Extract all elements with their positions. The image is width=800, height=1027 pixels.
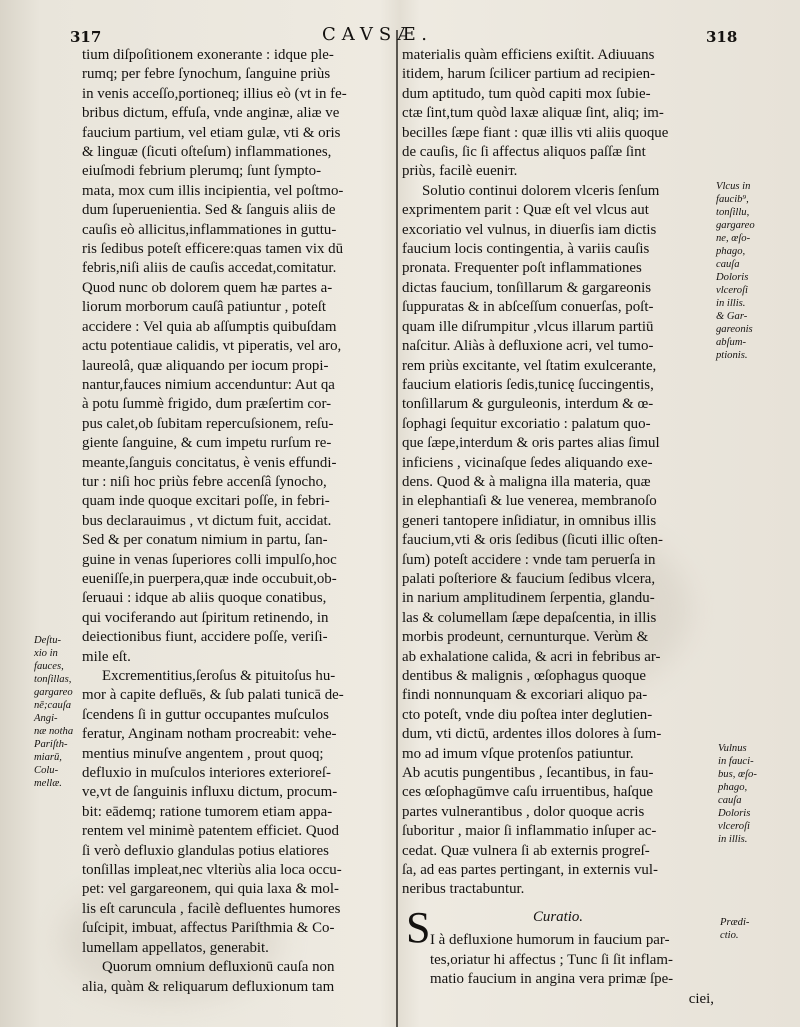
text-line: bribus dictum, effuſa, vnde anginæ, aliæ ve xyxy=(82,105,340,122)
text-line: rem priùs excitante, vel ſtatim exulcerante, xyxy=(402,357,657,374)
page-number-right: 318 xyxy=(706,28,738,46)
margin-note-line: tonſillas, xyxy=(34,674,72,685)
margin-note-line: phago, xyxy=(716,246,746,257)
margin-note-right-wound xyxy=(718,742,780,846)
text-line: dum aptitudo, tum quòd capiti mox ſubie- xyxy=(402,85,651,102)
text-line: liorum morborum cauſâ patiuntur , poteſt xyxy=(82,299,326,316)
margin-note-line: mellæ. xyxy=(34,778,62,789)
text-line: matio faucium in angina vera primæ ſpe- xyxy=(430,971,674,988)
text-line: faucium locis contingentia, à variis cauſis xyxy=(402,241,650,258)
text-line: in elephantiaſi & lue venerea, membranoſo xyxy=(402,493,657,510)
text-line: ſi verò defluxio glandulas potius elatiores xyxy=(82,842,329,859)
margin-note-line: Vulnus xyxy=(718,743,747,754)
margin-note-line: in fauci- xyxy=(718,756,754,767)
text-line: ab exhalatione calida, & acri in febribus ar- xyxy=(402,648,661,665)
text-line: faucium elatioris ſedis,tunicę ſuccingentis, xyxy=(402,376,654,393)
text-line: rentem vel minimè patentem efficiet. Quod xyxy=(82,823,339,840)
margin-note-line: ptionis. xyxy=(716,350,748,361)
margin-note-line: Pariſth- xyxy=(34,739,68,750)
text-line: alia, quàm & reliquarum defluxionum tam xyxy=(82,978,335,995)
margin-note-line: ne, œſo- xyxy=(716,233,751,244)
margin-note-line: in illis. xyxy=(718,834,748,845)
text-line: priùs, facilè eueniт. xyxy=(402,163,518,180)
text-line: de cauſis, ſic ſi affectus aliquos paſſæ ſint xyxy=(402,144,646,161)
margin-note-line: vlceroſi xyxy=(718,821,750,832)
right-text-column xyxy=(402,46,714,1009)
text-line: inficiens , vicinaſque ſedes aliquando exe- xyxy=(402,454,653,471)
margin-note-line: Doloris xyxy=(716,272,749,283)
margin-note-line: bus, œſo- xyxy=(718,769,757,780)
text-line: in narium amplitudinem ſerpentia, glandu- xyxy=(402,590,655,607)
text-line: guine in venas ſuperiores colli impulſo,hoc xyxy=(82,551,337,568)
text-line: accidere : Vel quia ab aſſumptis quibuſdam xyxy=(82,318,337,335)
margin-note-line: Angi- xyxy=(34,713,58,724)
text-line: tur : niſi hoc priùs febre accenſâ ſynocho, xyxy=(82,473,327,490)
text-line: Ab acutis pungentibus , ſecantibus, in fau- xyxy=(402,765,654,782)
text-line: partes vulnerantibus , dolor quoque acris xyxy=(402,803,645,820)
text-line: ſophagi ſequitur excoriatio : palatum quo- xyxy=(402,415,651,432)
text-line: dens. Quod & à maligna illa materia, quæ xyxy=(402,473,651,490)
text-line: giente ſanguine, & cum impetu rurſum re- xyxy=(82,435,332,452)
text-line: quam inde quoque excitari poſſe, in febri- xyxy=(82,493,330,510)
text-line: Sed & per conatum nimium in partu, ſan- xyxy=(82,532,328,549)
text-line: dum, vti dictū, ardentes illos dolores à ſum- xyxy=(402,726,662,743)
text-line: meante,ſanguis concitatus, è venis effundi- xyxy=(82,454,337,471)
text-line: pus calet,ob ſubitam repercuſsionem, reſu- xyxy=(82,415,334,432)
text-line: las & columellam ſæpe depaſcentia, in illis xyxy=(402,609,657,626)
margin-note-line: ctio. xyxy=(720,930,739,941)
text-line: pronata. Frequenter poſt inflammationes xyxy=(402,260,642,277)
text-line: Excrementitius,ſeroſus & pituitoſus hu- xyxy=(102,668,336,684)
text-line: lis eſt caruncula , facilè defluentes humores xyxy=(82,900,341,917)
text-line: cedat. Quæ vulnera ſi ab externis progreſ- xyxy=(402,842,650,859)
text-line: ces œſophagūmve caſu irruentibus, haſque xyxy=(402,784,653,801)
text-line: Solutio continui dolorem vlceris ſenſum xyxy=(422,182,660,199)
margin-note-left xyxy=(34,634,80,790)
text-line: mor à capite defluēs, & ſub palati tunicā de- xyxy=(82,687,344,704)
text-line: febris,niſi aliis de cauſis accedat,comitatur. xyxy=(82,260,337,277)
margin-note-line: Vlcus in xyxy=(716,181,751,192)
margin-note-right-prediction xyxy=(720,916,782,942)
text-line: tonſillas impleat,nec vlteriùs alia loca occu- xyxy=(82,862,342,879)
margin-note-line: Deſtu- xyxy=(34,635,62,646)
text-line: in venis acceſſo,portioneq; illius eò (vt in fe- xyxy=(82,85,347,102)
text-line: feratur, Anginam notham procreabit: vehe- xyxy=(82,726,337,743)
margin-note-line: gargareo xyxy=(34,687,73,698)
margin-note-line: gareonis xyxy=(716,324,753,335)
text-line: ſcendens ſi in guttur occupantes muſculos xyxy=(82,706,329,723)
text-line: ſa, ad eas partes pertingant, in externis vul- xyxy=(402,862,658,879)
text-line: findi nonnunquam & excoriari aliquo pa- xyxy=(402,687,648,704)
text-line: ciei, xyxy=(688,990,714,1007)
text-line: ſuboritur , maior ſi inflammatio inſuper ac- xyxy=(402,823,657,840)
text-line: tonſillarum & gurguleonis, interdum & œ- xyxy=(402,396,654,413)
text-line: Quod nunc ob dolorem quem hæ partes a- xyxy=(82,279,333,296)
text-line: lumellam appellatos, generabit. xyxy=(82,939,269,956)
margin-note-line: fauces, xyxy=(34,661,64,672)
text-line: nantur,fauces nimium accenduntur: Aut qa xyxy=(82,376,335,393)
text-line: excoriatio vel vulnus, in diuerſis iam dictis xyxy=(402,221,657,238)
margin-note-line: næ notha xyxy=(34,726,74,737)
left-text-column xyxy=(82,46,394,997)
text-line: cto poteſt, vnde diu poſtea inter deglutien- xyxy=(402,706,653,723)
text-line: ſum) poteſt accidere : vnde tam peruerſa in xyxy=(402,551,656,568)
text-line: & linguæ (ſicuti oſteſum) inflammationes, xyxy=(82,144,332,161)
margin-note-line: in illis. xyxy=(716,298,746,309)
text-line: mata, mox cum illis incipientia, vel poſtmo- xyxy=(82,182,344,199)
text-line: dum ſuperuenientia. Sed & ſanguis aliis de xyxy=(82,202,336,219)
text-line: materialis quàm efficiens exiſtit. Adiuuans xyxy=(402,47,655,63)
text-line: tes,oriatur hi affectus ; Tunc ſi ſit inflam- xyxy=(430,951,673,968)
text-line: I à defluxione humorum in faucium par- xyxy=(430,932,670,949)
margin-note-line: Colu- xyxy=(34,765,59,776)
margin-note-right-ulcer xyxy=(716,180,778,362)
text-line: itidem, harum ſcilicer partium ad recipien- xyxy=(402,66,656,83)
text-line: mentius minuſve angentem , prout quoq; xyxy=(82,745,324,762)
margin-note-line: nē;cauſa xyxy=(34,700,72,711)
text-line: naſcitur. Aliàs à defluxione acri, vel tumo- xyxy=(402,338,654,355)
text-line: quam ille diſrumpitur ,vlcus illarum partiū xyxy=(402,318,654,335)
text-line: faucium partium, vel etiam gulæ, vti & oris xyxy=(82,124,341,141)
text-line: pet: vel gargareonem, qui quia laxa & mol- xyxy=(82,881,339,898)
text-line: bit: eādemq; ratione tumorem etiam appa- xyxy=(82,803,333,820)
text-line: actu potentiaue calidis, vt piperatis, vel aro, xyxy=(82,338,342,355)
margin-note-line: Doloris xyxy=(718,808,751,819)
margin-note-line: xio in xyxy=(34,648,58,659)
margin-note-line: cauſa xyxy=(716,259,740,270)
text-line: faucium,vti & oris ſedibus (ſicuti illic oſten- xyxy=(402,532,663,549)
text-line: deiectionibus fiunt, accidere poſſe, veriſi- xyxy=(82,629,328,646)
drop-cap: S xyxy=(406,903,431,952)
text-line: à potu ſummè frigido, dum præſertim cor- xyxy=(82,396,332,413)
text-line: generi tantopere inſidiatur, in omnibus illis xyxy=(402,512,657,529)
text-line: tium diſpoſitionem exonerante : idque ple- xyxy=(82,47,334,63)
text-line: mile eſt. xyxy=(82,648,131,665)
margin-note-line: cauſa xyxy=(718,795,742,806)
text-line: eiuſmodi febrium plerumq; ſunt ſympto- xyxy=(82,163,322,180)
section-heading: Curatio. xyxy=(532,908,584,925)
running-title: CAVSÆ. xyxy=(322,24,433,45)
text-line: defluxio in muſculos interiores exterioreſ- xyxy=(82,765,331,782)
margin-note-line: gargareo xyxy=(716,220,755,231)
text-line: morbis prodeunt, cernunturque. Verùm & xyxy=(402,629,649,646)
text-line: becilles ſæpe fiant : quæ illis vti aliis quoque xyxy=(402,124,669,141)
text-line: exprimentem parit : Quæ eſt vel vlcus aut xyxy=(402,202,649,219)
text-line: rumq; per febre ſynochum, ſanguine priùs xyxy=(82,66,331,83)
margin-note-line: Prædi- xyxy=(720,917,750,928)
margin-note-line: miarū, xyxy=(34,752,62,763)
text-line: ſuſcipit, imbuat, affectus Pariſthmia & Co- xyxy=(82,920,335,937)
text-line: que ſæpe,interdum & oris partes alias ſimul xyxy=(402,435,660,452)
margin-note-line: tonſillu, xyxy=(716,207,750,218)
text-line: cauſis eò allicitus,inflammationes in guttu- xyxy=(82,221,337,238)
text-line: mo ad imum vſque protenſos patiuntur. xyxy=(402,745,634,762)
text-line: ſuppuratas & in abſceſſum conuerſas, poſt- xyxy=(402,299,654,316)
margin-note-line: vlceroſi xyxy=(716,285,748,296)
text-line: laureolâ, quæ aliquando per iocum propi- xyxy=(82,357,329,374)
text-line: ve,vt de ſanguinis influxu dictum, procum- xyxy=(82,784,338,801)
text-line: qui vociferando aut ſpiritum retinendo, in xyxy=(82,609,329,626)
text-line: ſeruaui : idque ab aliis quoque conatibus, xyxy=(82,590,327,607)
margin-note-line: abſum- xyxy=(716,337,747,348)
gutter-line xyxy=(396,30,398,1027)
text-line: Quorum omnium defluxionū cauſa non xyxy=(102,959,335,976)
margin-note-line: phago, xyxy=(718,782,748,793)
text-line: dictas faucium, tonſillarum & gargareonis xyxy=(402,279,652,296)
margin-note-line: faucib⁹, xyxy=(716,194,749,205)
margin-note-line: & Gar- xyxy=(716,311,748,322)
page-number-left: 317 xyxy=(70,28,102,46)
text-line: dentibus & malignis , œſophagus quoque xyxy=(402,668,647,684)
text-line: palati poſteriore & faucium ſedibus vlcera, xyxy=(402,570,656,587)
text-line: eueniſſe,in puerpera,quæ inde occubuit,ob- xyxy=(82,570,337,587)
text-line: bus declarauimus , vt dictum fuit, accidat. xyxy=(82,512,332,529)
text-line: ris ſedibus poteſt efficere:quas tamen vix dū xyxy=(82,241,344,258)
text-line: neribus tractabuntur. xyxy=(402,881,525,898)
text-line: ctæ ſint,tum quòd laxæ aliquæ ſint, aliq; im- xyxy=(402,105,664,122)
